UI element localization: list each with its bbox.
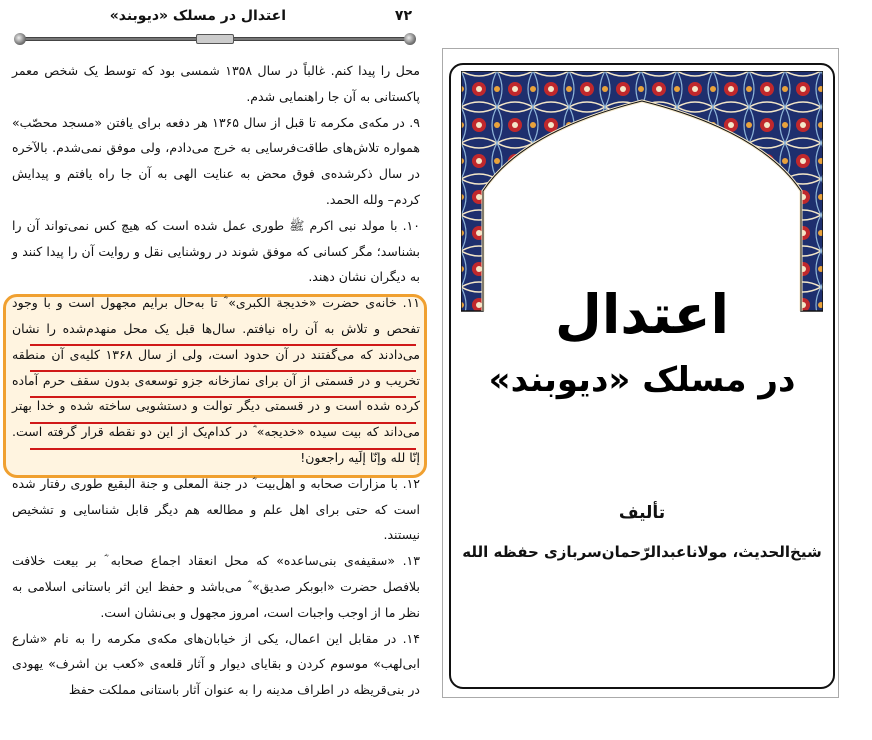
author-label: تألیف <box>618 503 666 523</box>
cover-subtitle: در مسلک «دیوبند» <box>488 360 796 400</box>
running-title: اعتدال در مسلک «دیوبند» <box>109 8 286 24</box>
left-page <box>0 0 430 740</box>
page-number: ۷۲ <box>394 8 412 24</box>
list-item <box>12 471 420 548</box>
item-number: ۱۰. <box>402 217 420 233</box>
header-rule <box>14 32 416 46</box>
item-number: ۱۲. <box>402 475 420 491</box>
list-item-highlighted <box>12 290 420 471</box>
item-text: «سقیفه‌ی بنی‌ساعده» که محل انعقاد اجماع صحابه ؓ بر بیعت خلافت بلافصل حضرت «ابوبکر صدیق» ؓ می‌باشد و حفظ این اثر باستانی اسلامی به نظر ما از اوجب واجبات است، امروز مجهول و بی‌نشان است. <box>12 553 420 620</box>
page-header <box>14 8 416 32</box>
item-text: خانه‌ی حضرت «خدیجة الکبری» ؓ تا به‌حال برایم مجهول است و با وجود تفحص و تلاش به آن راه نیافتم. سال‌ها قبل یک محل منهدم‌شده را نشان می‌دادند که می‌گفتند در آن حدود است، ولی از سال ۱۳۶۸ کلیه‌ی آن منطقه تخریب و در قسمتی از آن برای نمازخانه جزو توسعه‌ی بدون سقف حرم آماده کرده شده است و در قسمتی دیگر توالت و دستشویی ساخته شده و خدا بهتر می‌داند که بیت سیده «خدیجه» ؓ در کدام‌یک از این دو نقطه قرار گرفته است. إنّا لله وإنّا إلَیه راجعون! <box>12 295 420 465</box>
author-name: شیخ‌الحدیث، مولاناعبدالرّحمان‌سربازی حفظه الله <box>462 543 822 561</box>
item-number: ۱۳. <box>402 553 420 569</box>
page-body <box>12 58 420 703</box>
item-number: ۹. <box>409 114 420 130</box>
item-text: با مولد نبی اکرم ﷺ طوری عمل شده است که هیچ کس نمی‌تواند آن را بشناسد؛ مگر کسانی که موفق شوند در روشنایی نقل و روایت آن را پیدا کنند و به دیگران نشان دهند. <box>12 217 420 285</box>
item-text: با مزارات صحابه و اهل‌بیت ؓ در جنة المعلی و جنة البقیع طوری رفتار شده است که حتی برای اهل علم و مطالعه هم دیگر قابل شناسایی و تشخیص نیستند. <box>12 475 420 543</box>
item-text: در مکه‌ی مکرمه تا قبل از سال ۱۳۶۵ هر دفعه برای یافتن «مسجد محصّب» همواره تلاش‌های طاقت‌فرسایی به خرج می‌دادم، ولی موفق نمی‌شدم. بالآخره در سال ذکرشده‌ی فوق محض به عنایت الهی به آن جا راه یافتم و پیدایش کردم– ولله الحمد. <box>12 114 420 207</box>
book-cover <box>442 48 839 698</box>
item-number: ۱۱. <box>402 295 420 311</box>
list-item <box>12 213 420 290</box>
item-text: در مقابل این اعمال، یکی از خیابان‌های مکه‌ی مکرمه را به نام «شارع ابی‌لهب» موسوم کردن و بقایای دیوار و آثار قلعه‌ی «کعب بن اشرف» یهودی در بنی‌قریظه در اطراف مدینه را به عنوان آثار باستانی مملکت حفظ <box>12 630 420 698</box>
paragraph: محل را پیدا کنم. غالباً در سال ۱۳۵۸ شمسی بود که توسط یک شخص معمر پاکستانی به آن جا راهنمایی شدم. <box>12 63 420 104</box>
item-number: ۱۴. <box>402 630 420 646</box>
cover-frame <box>449 63 835 689</box>
cover-title: اعتدال <box>555 283 729 346</box>
list-item <box>12 110 420 213</box>
list-item <box>12 626 420 703</box>
list-item <box>12 548 420 625</box>
